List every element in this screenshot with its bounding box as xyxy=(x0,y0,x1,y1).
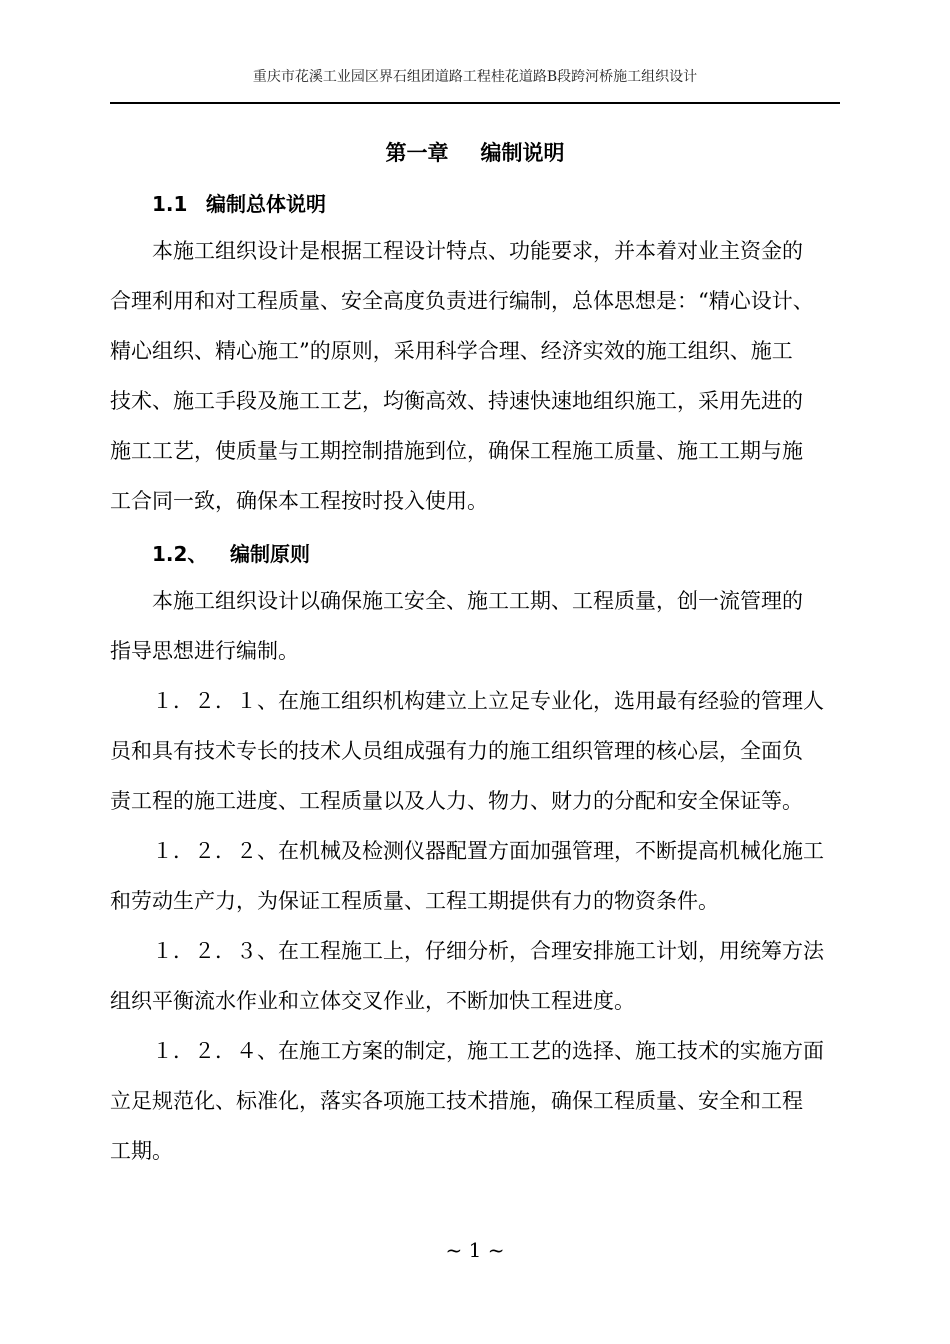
paragraph-line: 工期。 xyxy=(110,1139,173,1163)
section-number: 1.1 xyxy=(152,192,188,216)
paragraph-line: 责工程的施工进度、工程质量以及人力、物力、财力的分配和安全保证等。 xyxy=(110,789,803,813)
paragraph-line: 和劳动生产力，为保证工程质量、工程工期提供有力的物资条件。 xyxy=(110,889,719,913)
paragraph-line: 立足规范化、标准化，落实各项施工技术措施，确保工程质量、安全和工程 xyxy=(110,1089,803,1113)
paragraph-line: 技术、施工手段及施工工艺，均衡高效、持速快速地组织施工，采用先进的 xyxy=(110,389,803,413)
paragraph-line: １．２．４、在施工方案的制定，施工工艺的选择、施工技术的实施方面 xyxy=(152,1039,824,1063)
section-number: 1.2、 xyxy=(152,542,208,566)
paragraph-line: 本施工组织设计是根据工程设计特点、功能要求，并本着对业主资金的 xyxy=(152,239,803,263)
paragraph-line: １．２．３、在工程施工上，仔细分析，合理安排施工计划，用统筹方法 xyxy=(152,939,824,963)
chapter-title xyxy=(110,137,840,167)
paragraph-line: １．２．１、在施工组织机构建立上立足专业化，选用最有经验的管理人 xyxy=(152,689,824,713)
chapter-name: 编制说明 xyxy=(480,141,565,165)
paragraph-principles-intro xyxy=(110,576,840,676)
paragraph-line: 指导思想进行编制。 xyxy=(110,639,299,663)
principle-item-1 xyxy=(110,676,840,826)
paragraph-line: 精心组织、精心施工”的原则，采用科学合理、经济实效的施工组织、施工 xyxy=(110,339,793,363)
paragraph-line: 工合同一致，确保本工程按时投入使用。 xyxy=(110,489,488,513)
page-number: ~ 1 ~ xyxy=(445,1238,505,1262)
paragraph-line: 施工工艺，使质量与工期控制措施到位，确保工程施工质量、施工工期与施 xyxy=(110,439,803,463)
paragraph-line: 员和具有技术专长的技术人员组成强有力的施工组织管理的核心层，全面负 xyxy=(110,739,803,763)
paragraph-line: 本施工组织设计以确保施工安全、施工工期、工程质量，创一流管理的 xyxy=(152,589,803,613)
header-rule xyxy=(110,102,840,104)
paragraph-overall xyxy=(110,226,840,526)
principle-item-3 xyxy=(110,926,840,1026)
running-header: 重庆市花溪工业园区界石组团道路工程桂花道路B段跨河桥施工组织设计 xyxy=(252,69,698,85)
principle-item-2 xyxy=(110,826,840,926)
section-heading-1-2 xyxy=(152,538,310,567)
section-title: 编制总体说明 xyxy=(206,192,326,216)
principle-item-4 xyxy=(110,1026,840,1176)
chapter-number: 第一章 xyxy=(385,141,449,165)
paragraph-line: 合理利用和对工程质量、安全高度负责进行编制，总体思想是：“精心设计、 xyxy=(110,289,814,313)
section-title: 编制原则 xyxy=(230,542,310,566)
paragraph-line: 组织平衡流水作业和立体交叉作业，不断加快工程进度。 xyxy=(110,989,635,1013)
paragraph-line: １．２．２、在机械及检测仪器配置方面加强管理，不断提高机械化施工 xyxy=(152,839,824,863)
section-heading-1-1 xyxy=(152,188,326,217)
